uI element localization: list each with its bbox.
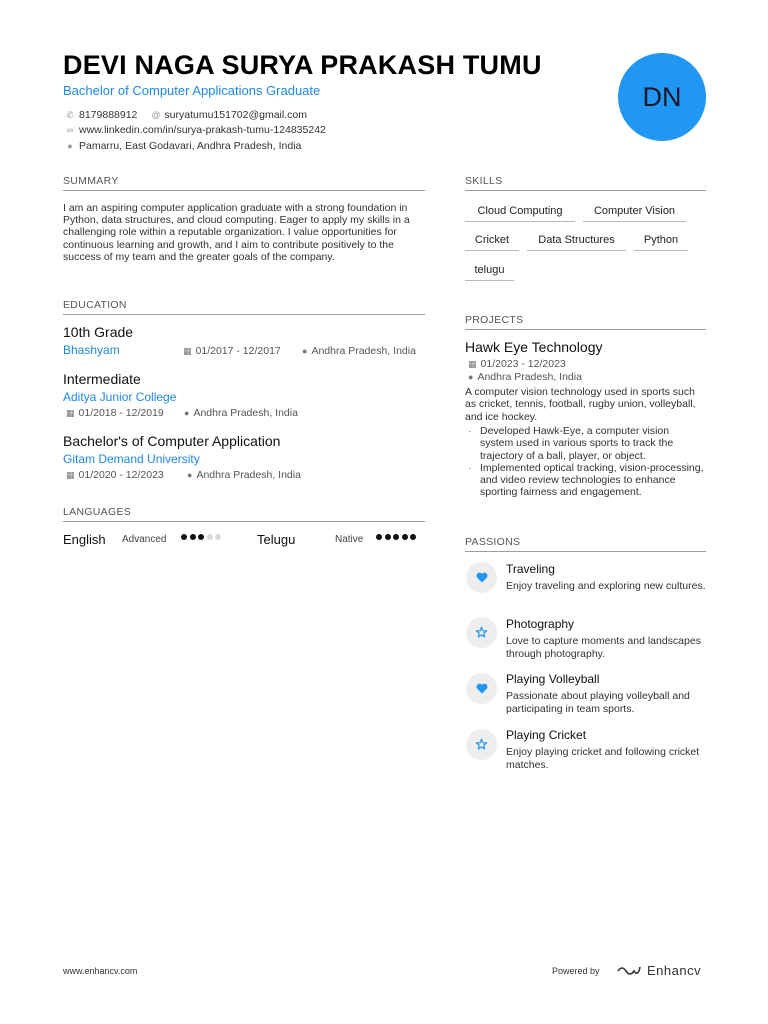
candidate-name: DEVI NAGA SURYA PRAKASH TUMU	[63, 50, 542, 80]
phone-icon: ✆	[66, 109, 74, 120]
enhancv-brand: Enhancv	[647, 963, 702, 978]
education-school: Gitam Demand University	[63, 452, 200, 466]
rating-dot	[376, 534, 382, 540]
rating-dot	[190, 534, 196, 540]
footer-powered-by: Powered by	[552, 966, 600, 976]
passion-title: Traveling	[506, 562, 555, 576]
education-dates-text: 01/2018 - 12/2019	[78, 407, 164, 419]
education-dates	[183, 345, 281, 357]
skill-tag: Cloud Computing	[465, 205, 575, 222]
skill-tag: Data Structures	[527, 234, 626, 251]
heart-icon	[466, 562, 497, 593]
enhancv-logo-icon	[616, 965, 642, 977]
project-bullet: · Developed Hawk-Eye, a computer vision system used in various sports to track the trajectory of a ball, player, or object.	[465, 425, 705, 462]
contact-phone	[66, 109, 307, 121]
passion-desc: Enjoy playing cricket and following cricket matches.	[506, 746, 700, 771]
education-location	[302, 345, 416, 357]
education-location	[187, 469, 301, 481]
education-location	[184, 407, 298, 419]
skill-tag: telugu	[465, 264, 514, 281]
heart-icon	[466, 673, 497, 704]
location-pin-icon: ●	[67, 141, 73, 151]
education-dates	[66, 407, 164, 419]
language-level: Advanced	[122, 534, 167, 545]
candidate-subtitle: Bachelor of Computer Applications Graduate	[63, 83, 321, 98]
location-pin-icon: ●	[184, 408, 190, 418]
calendar-icon: ▦	[66, 407, 75, 418]
rating-dot	[215, 534, 221, 540]
language-name: English	[63, 532, 106, 547]
location-pin-icon: ●	[302, 346, 308, 356]
calendar-icon: ▦	[66, 469, 75, 480]
footer-website[interactable]: www.enhancv.com	[63, 966, 138, 976]
project-bullet: · Implemented optical tracking, vision-processing, and video review technologies to enhance sporting fairness and engagement.	[465, 462, 705, 499]
passion-desc: Passionate about playing volleyball and participating in team sports.	[506, 690, 690, 715]
rating-dot	[393, 534, 399, 540]
languages-heading: LANGUAGES	[63, 506, 425, 522]
email-text[interactable]: suryatumu151702@gmail.com	[164, 109, 307, 121]
project-location-text: Andhra Pradesh, India	[477, 371, 582, 383]
rating-dot	[385, 534, 391, 540]
location-text: Pamarru, East Godavari, Andhra Pradesh, India	[79, 140, 302, 152]
education-degree: Intermediate	[63, 371, 141, 387]
education-dates	[66, 469, 164, 481]
passion-title: Photography	[506, 617, 575, 631]
calendar-icon: ▦	[468, 358, 477, 369]
project-dates-text: 01/2023 - 12/2023	[480, 358, 566, 370]
skills-heading: SKILLS	[465, 175, 706, 191]
education-location-text: Andhra Pradesh, India	[311, 345, 416, 357]
contact-linkedin	[66, 124, 326, 136]
education-degree: Bachelor's of Computer Application	[63, 433, 281, 449]
project-bullets	[465, 425, 705, 499]
passion-desc: Enjoy traveling and exploring new cultures.	[506, 580, 706, 592]
calendar-icon: ▦	[183, 345, 192, 356]
passions-heading: PASSIONS	[465, 536, 706, 552]
passion-title: Playing Cricket	[506, 728, 587, 742]
education-dates-text: 01/2017 - 12/2017	[195, 345, 281, 357]
education-school: Bhashyam	[63, 343, 120, 357]
education-heading: EDUCATION	[63, 299, 425, 315]
project-title: Hawk Eye Technology	[465, 339, 603, 355]
linkedin-text[interactable]: www.linkedin.com/in/surya-prakash-tumu-124835242	[79, 124, 326, 136]
language-name: Telugu	[257, 532, 296, 547]
phone-text: 8179888912	[79, 109, 138, 121]
passion-desc: Love to capture moments and landscapes through photography.	[506, 635, 701, 660]
skill-tag: Cricket	[465, 234, 519, 251]
location-pin-icon: ●	[468, 372, 474, 382]
skill-tag: Python	[634, 234, 688, 251]
education-location-text: Andhra Pradesh, India	[196, 469, 301, 481]
avatar: DN	[618, 53, 706, 141]
rating-dot	[207, 534, 213, 540]
rating-dot	[198, 534, 204, 540]
skill-tag: Computer Vision	[583, 205, 686, 222]
project-description: A computer vision technology used in sports such as cricket, tennis, football, rugby union, volleyball, and ice hockey.	[465, 386, 696, 423]
rating-dot	[402, 534, 408, 540]
project-dates	[468, 358, 566, 370]
star-icon	[466, 617, 497, 648]
education-degree: 10th Grade	[63, 324, 134, 340]
summary-heading: SUMMARY	[63, 175, 425, 191]
language-level: Native	[335, 534, 364, 545]
education-school: Aditya Junior College	[63, 390, 177, 404]
rating-dot	[181, 534, 187, 540]
language-rating	[181, 534, 221, 540]
summary-text: I am an aspiring computer application graduate with a strong foundation in Python, data structures, and cloud computing. Eager to apply my skills in a challenging role within a reputable organization. I value opportunities for continuous learning and growth, and I aim to contribute positively to the success of my team and the greater goals of the company.	[63, 202, 410, 263]
project-location	[468, 371, 582, 383]
enhancv-logo[interactable]	[616, 963, 701, 978]
projects-heading: PROJECTS	[465, 314, 706, 330]
location-pin-icon: ●	[187, 470, 193, 480]
language-rating	[376, 534, 416, 540]
education-location-text: Andhra Pradesh, India	[193, 407, 298, 419]
contact-location	[66, 140, 301, 152]
education-dates-text: 01/2020 - 12/2023	[78, 469, 164, 481]
star-icon	[466, 729, 497, 760]
passion-title: Playing Volleyball	[506, 672, 600, 686]
rating-dot	[410, 534, 416, 540]
link-icon: ∞	[66, 125, 74, 135]
at-icon: @	[151, 110, 161, 120]
